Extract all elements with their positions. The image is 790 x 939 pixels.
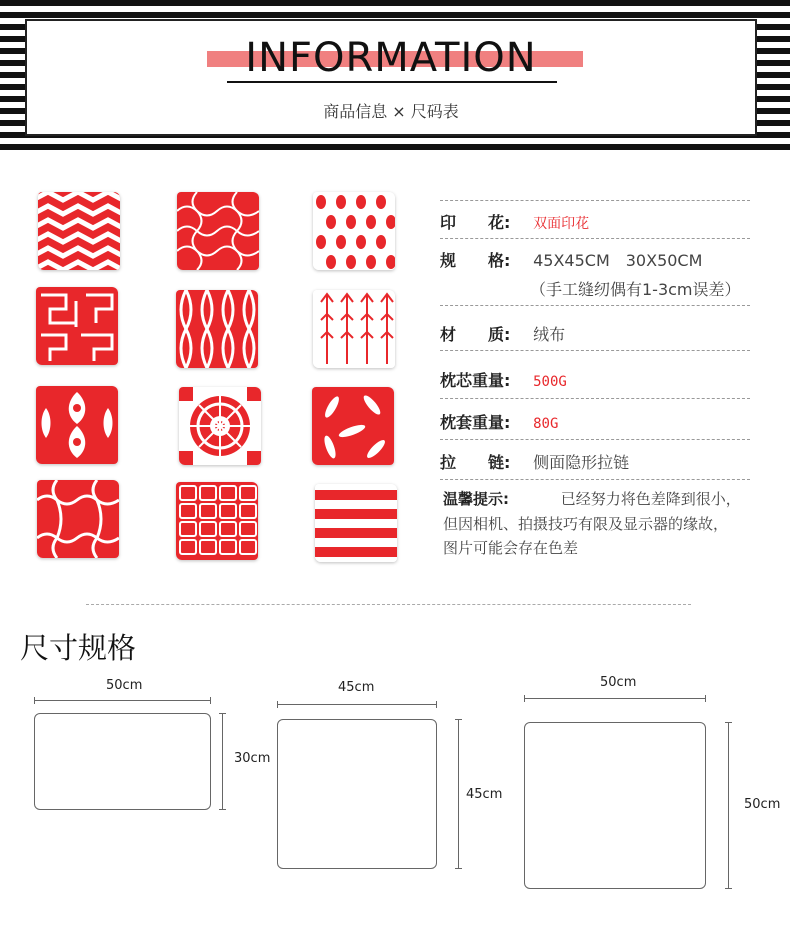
box3-height-label: 50cm [744,797,781,812]
dimension-tick [219,809,226,810]
info-core-weight-label: 枕芯重量: [440,371,511,390]
size-box-50x30 [34,713,211,810]
info-core-weight-value: 500G [533,374,567,390]
info-core-weight-row [440,368,750,391]
dimension-tick [277,701,278,708]
pillow-quatrefoil-image [177,192,259,270]
pillow-ogee-image [176,290,258,368]
box3-height-dimension-line [728,722,729,889]
info-tip-line3: 图片可能会存在色差 [443,539,579,557]
info-divider [440,305,750,306]
page-title: INFORMATION [245,35,537,81]
info-tip-line1: 已经努力将色差降到很小， [560,490,741,508]
info-divider [440,398,750,399]
box3-width-dimension-line [524,698,706,699]
box1-width-label: 50cm [106,678,143,693]
pillow-damask-image [36,386,118,464]
pillow-stripes-image [315,484,397,562]
info-cover-weight-row [440,410,750,433]
box1-height-dimension-line [222,713,223,810]
dimension-tick [219,713,226,714]
size-section-title: 尺寸规格 [20,631,137,665]
pillow-floral-image [312,387,394,465]
info-cover-weight-value: 80G [533,416,559,432]
box2-height-label: 45cm [466,787,503,802]
info-size-row [440,248,750,271]
dimension-tick [455,719,462,720]
info-zipper-value: 侧面隐形拉链 [533,453,630,472]
info-print-label: 印 花: [440,213,511,232]
box2-width-label: 45cm [338,680,375,695]
pillow-dots-image [313,192,395,270]
info-tip-label: 温馨提示: [443,490,509,508]
dimension-tick [725,722,732,723]
box1-height-label: 30cm [234,751,271,766]
info-material-value: 绒布 [533,325,566,344]
dimension-tick [524,695,525,702]
size-box-45x45 [277,719,437,869]
dimension-tick [436,701,437,708]
info-size-note: （手工缝纫偶有1-3cm误差） [530,280,741,299]
box2-width-dimension-line [277,704,437,705]
info-tip-row [443,488,741,509]
info-size-note-row [530,277,760,300]
info-zipper-label: 拉 链: [440,453,511,472]
dimension-tick [705,695,706,702]
info-material-row [440,322,750,345]
page-subtitle: 商品信息 × 尺码表 [323,102,459,121]
pillow-trellis-image [37,480,119,558]
pillow-maze-image [36,287,118,365]
header-banner [0,0,790,156]
info-zipper-row [440,450,750,473]
info-size-label: 规 格: [440,251,511,270]
info-divider [440,439,750,440]
box2-height-dimension-line [458,719,459,869]
box1-width-dimension-line [34,700,211,701]
size-box-50x50 [524,722,706,889]
info-divider [440,238,750,239]
info-material-label: 材 质: [440,325,511,344]
info-print-row [440,210,750,233]
info-print-value: 双面印花 [533,216,590,232]
dimension-tick [725,888,732,889]
info-cover-weight-label: 枕套重量: [440,413,511,432]
pillow-arrows-image [313,290,395,368]
info-divider [440,479,750,480]
pillow-medallion-image [179,387,261,465]
title-underline [227,81,557,83]
pillow-chevron-image [38,192,120,270]
box3-width-label: 50cm [600,675,637,690]
dimension-tick [34,697,35,704]
dimension-tick [455,868,462,869]
dimension-tick [210,697,211,704]
section-divider [86,604,691,605]
info-divider [440,200,750,201]
pillow-lattice-image [176,482,258,560]
header-panel [25,19,757,136]
info-size-value: 45X45CM 30X50CM [533,251,703,270]
info-divider [440,350,750,351]
info-tip-line2: 但因相机、拍摄技巧有限及显示器的缘故， [443,515,729,533]
